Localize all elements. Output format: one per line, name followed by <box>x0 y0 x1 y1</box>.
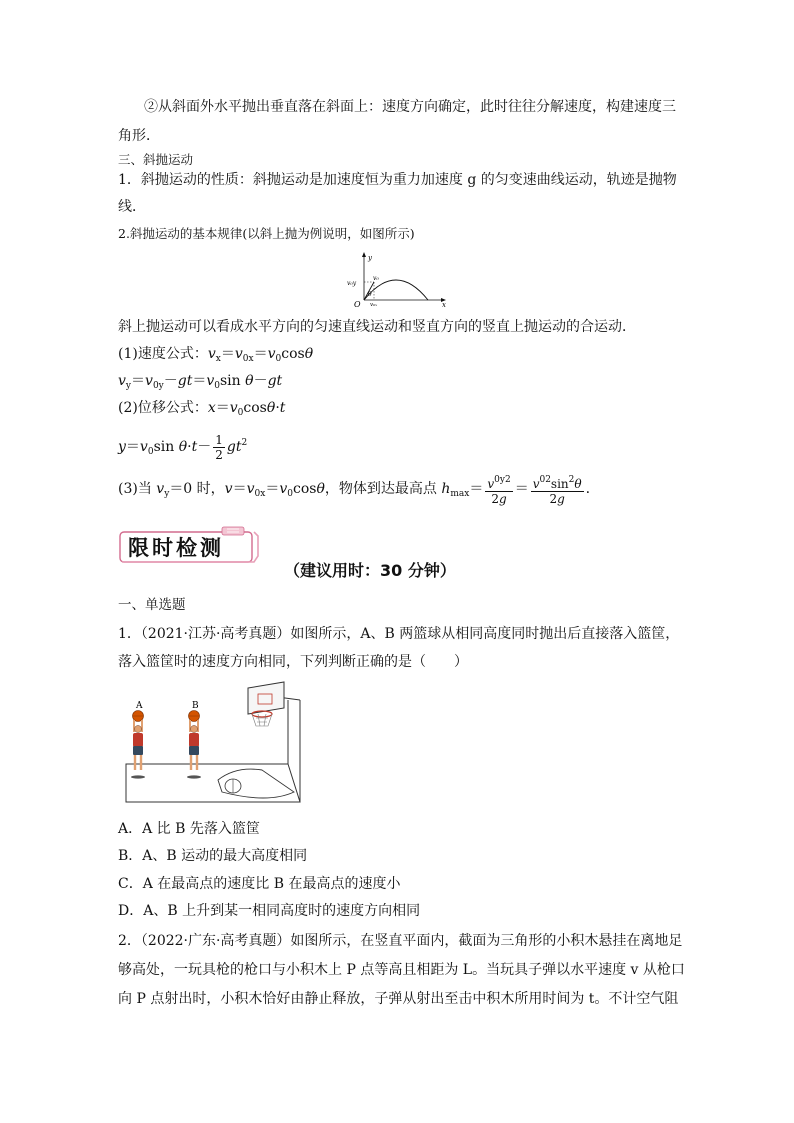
q1-stem-end: 落入篮筐时的速度方向相同，下列判断正确的是（ ） <box>118 654 468 670</box>
velocity-formula-label: (1)速度公式： <box>118 346 208 362</box>
vy-formula: $v_y=v_{0y}-gt=v_0\sin$ θ－gt <box>118 373 283 391</box>
q1-stem: 1．（2021·江苏·高考真题）如图所示，A、B 两篮球从相同高度同时抛出后直接落入篮筐， <box>118 626 680 642</box>
label-v0y: v₀y <box>347 280 357 287</box>
y-axis-arrow <box>362 252 366 257</box>
highest-point-formula: (3)当 $v_y=0$ 时，$v=v_{0x}=v_0\cos\theta$，物体到达最高点 $h_{max}=$ $\frac{v^{0y2}}{2g}$ ＝ $\frac{v^{02}\sin^2\theta}{2g}$ . <box>118 474 591 506</box>
label-theta: θ <box>368 291 372 298</box>
q2-stem-line3: 向 P 点射出时，小积木恰好由静止释放，子弹从射出至击中积木所用时间为 t。不计空气阻 <box>118 991 679 1007</box>
label-x: x <box>442 301 446 308</box>
highest-mid: ，物体到达最高点 <box>324 481 437 497</box>
section-3-title: 三、斜抛运动 <box>118 152 194 167</box>
q1-option-c: C．A 在最高点的速度比 B 在最高点的速度小 <box>118 876 401 892</box>
highest-prefix: (3)当 <box>118 481 152 497</box>
single-choice-heading: 一、单选题 <box>118 597 186 613</box>
nature-paragraph-end: 线． <box>118 199 146 215</box>
court-floor <box>126 764 300 802</box>
q2-stem-line2: 够高处，一玩具枪的枪口与小积木上 P 点等高且相距为 L。当玩具子弹以水平速度 v 从枪口 <box>118 962 685 978</box>
decompose-paragraph: 斜上抛运动可以看成水平方向的匀速直线运动和竖直方向的竖直上抛运动的合运动． <box>118 319 636 335</box>
section-badge-title: 限时检测 <box>128 536 224 560</box>
key-area <box>218 769 294 798</box>
player-a-label: A <box>136 701 143 711</box>
shadow-a <box>131 775 145 778</box>
basic-law-heading: 2.斜抛运动的基本规律(以斜上抛为例说明，如图所示) <box>118 226 415 241</box>
nature-paragraph: 1．斜抛运动的性质：斜抛运动是加速度恒为重力加速度 g 的匀变速曲线运动，轨迹是抛物 <box>118 172 677 188</box>
backboard <box>248 682 284 714</box>
slope-case-paragraph: ②从斜面外水平抛出垂直落在斜面上：速度方向确定，此时往往分解速度，构建速度三 <box>144 99 676 115</box>
q2-stem-line1: 2．（2022·广东·高考真题）如图所示，在竖直平面内，截面为三角形的小积木悬挂在离地足 <box>118 933 683 949</box>
basketball-figure <box>118 680 308 812</box>
suggested-time: （建议用时：30 分钟） <box>284 561 456 580</box>
shadow-b <box>187 775 201 778</box>
slope-case-paragraph-end: 角形． <box>118 128 160 144</box>
y-formula: $y=v_0\sin$ θ·t－ $\frac{1}{2}$ $gt^2$ <box>118 432 248 462</box>
q1-option-d: D．A、B 上升到某一相同高度时的速度方向相同 <box>118 903 421 919</box>
player-b <box>187 701 201 779</box>
label-origin: O <box>354 300 361 308</box>
velocity-formula: (1)速度公式：$v_x=v_{0x}=v_0\cos\theta$ <box>118 346 314 364</box>
displacement-formula-label: (2)位移公式： <box>118 400 208 416</box>
displacement-formula: (2)位移公式：$x=v_0\cos\theta\cdot t$ <box>118 400 286 418</box>
label-v0x: v₀ₓ <box>370 302 378 308</box>
label-y: y <box>368 254 372 262</box>
q1-option-a: A．A 比 B 先落入篮筐 <box>118 821 260 837</box>
player-b-label: B <box>192 701 199 711</box>
player-a <box>131 701 145 779</box>
q1-option-b: B．A、B 运动的最大高度相同 <box>118 848 308 864</box>
oblique-projectile-figure <box>340 250 450 308</box>
label-v0: v₀ <box>373 275 379 282</box>
